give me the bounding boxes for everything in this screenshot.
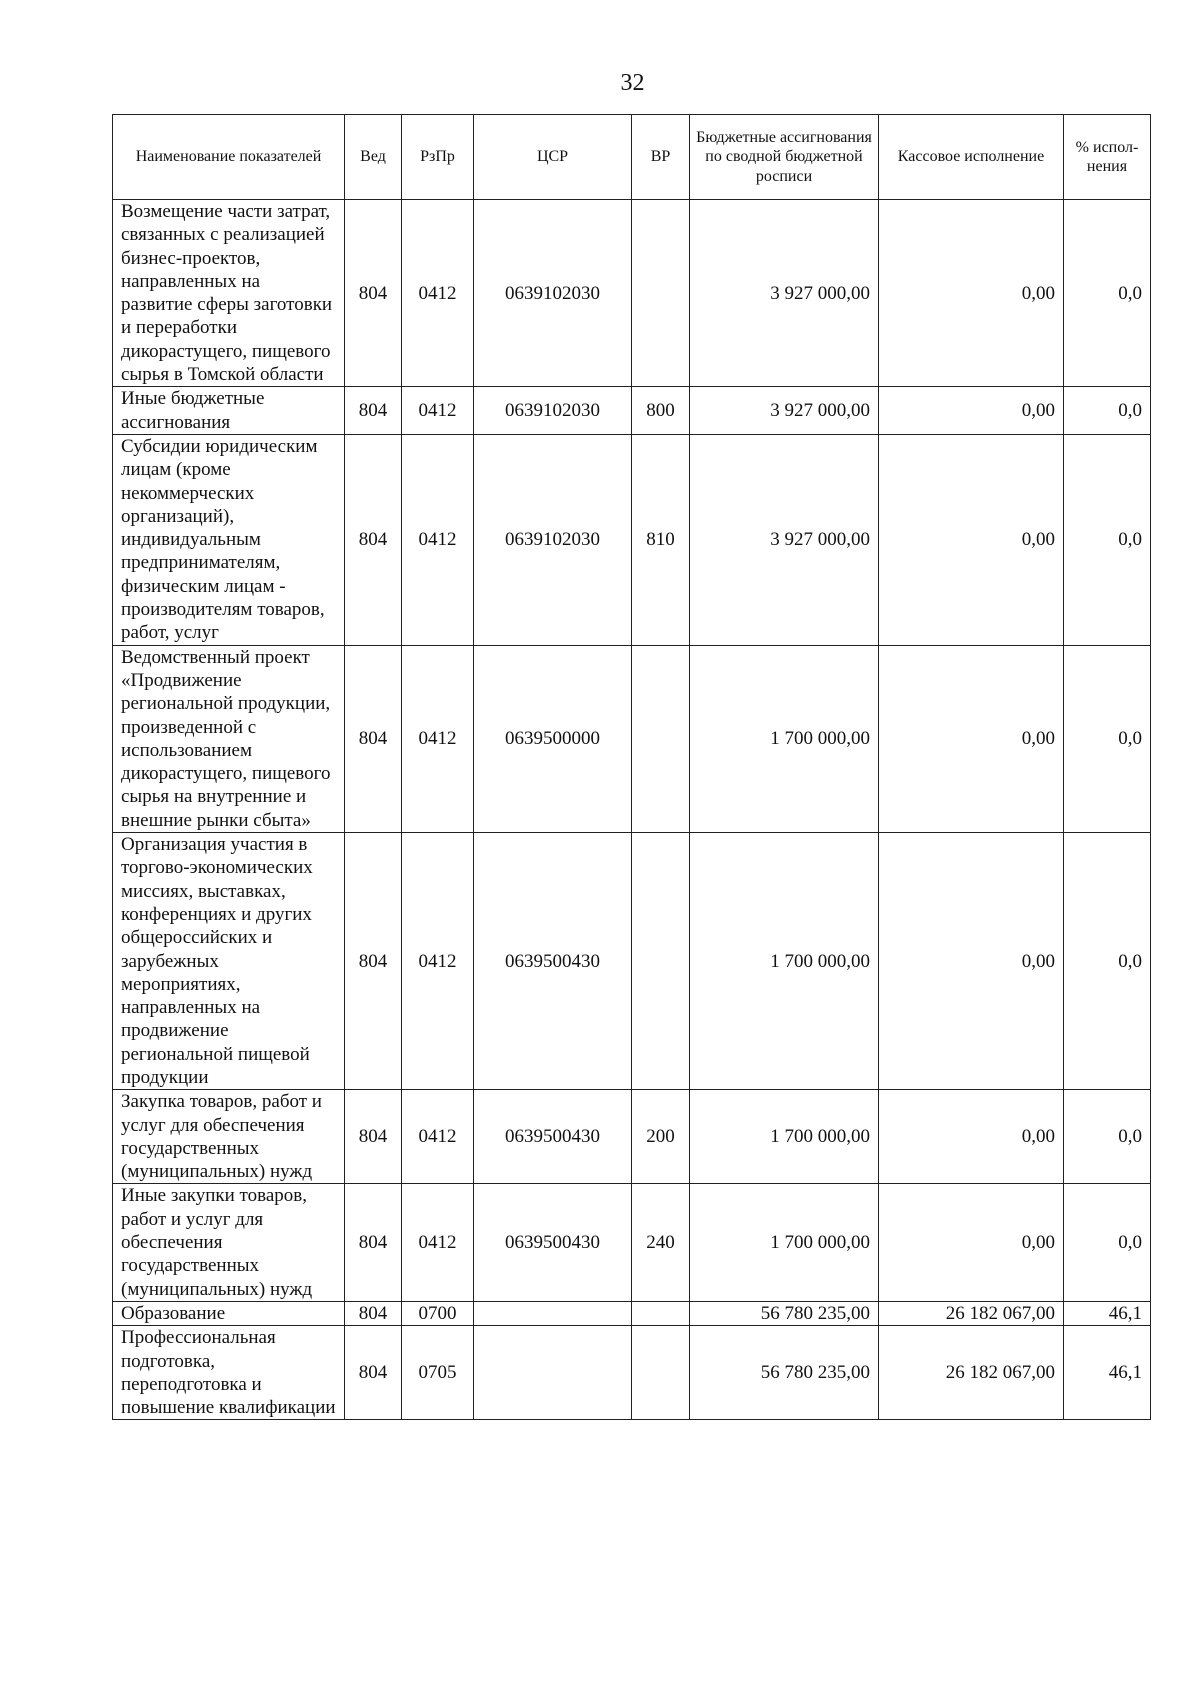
row-csr: 0639500000	[474, 645, 632, 832]
table-row	[113, 1184, 1151, 1301]
row-vr	[632, 833, 690, 1090]
table-row	[113, 200, 1151, 387]
table-header	[113, 115, 1151, 200]
row-percent: 0,0	[1064, 387, 1151, 435]
header-vr: ВР	[632, 115, 690, 200]
row-csr	[474, 1326, 632, 1420]
row-percent: 0,0	[1064, 645, 1151, 832]
header-rzpr: РзПр	[402, 115, 474, 200]
row-vr	[632, 200, 690, 387]
row-percent: 0,0	[1064, 1090, 1151, 1184]
table-row	[113, 645, 1151, 832]
row-execution: 26 182 067,00	[879, 1301, 1064, 1325]
header-assignments: Бюджетные ассигнования по сводной бюджетной росписи	[690, 115, 879, 200]
row-csr: 0639500430	[474, 833, 632, 1090]
row-ved: 804	[345, 645, 402, 832]
row-execution: 0,00	[879, 833, 1064, 1090]
budget-table	[112, 114, 1151, 1420]
row-csr: 0639102030	[474, 200, 632, 387]
row-vr	[632, 1301, 690, 1325]
row-execution: 26 182 067,00	[879, 1326, 1064, 1420]
row-ved: 804	[345, 434, 402, 645]
row-csr: 0639500430	[474, 1090, 632, 1184]
header-percent: % испол-нения	[1064, 115, 1151, 200]
row-percent: 0,0	[1064, 200, 1151, 387]
header-name: Наименование показателей	[113, 115, 345, 200]
header-row	[113, 115, 1151, 200]
row-name: Образование	[113, 1301, 345, 1325]
row-rzpr: 0412	[402, 387, 474, 435]
row-name: Ведомственный проект «Продвижение региональной продукции, произведенной с использованием дикорастущего, пищевого сырья на внутренние и внешние рынки сбыта»	[113, 645, 345, 832]
row-percent: 0,0	[1064, 1184, 1151, 1301]
header-execution: Кассовое исполнение	[879, 115, 1064, 200]
row-assignments: 56 780 235,00	[690, 1326, 879, 1420]
row-name: Возмещение части затрат, связанных с реализацией бизнес-проектов, направленных на развитие сферы заготовки и переработки дикорастущего, пищевого сырья в Томской области	[113, 200, 345, 387]
row-assignments: 3 927 000,00	[690, 387, 879, 435]
row-assignments: 3 927 000,00	[690, 200, 879, 387]
row-ved: 804	[345, 387, 402, 435]
table-body	[113, 200, 1151, 1420]
row-csr: 0639102030	[474, 387, 632, 435]
row-name: Иные бюджетные ассигнования	[113, 387, 345, 435]
row-name: Закупка товаров, работ и услуг для обеспечения государственных (муниципальных) нужд	[113, 1090, 345, 1184]
row-percent: 0,0	[1064, 833, 1151, 1090]
row-vr: 800	[632, 387, 690, 435]
row-ved: 804	[345, 200, 402, 387]
row-ved: 804	[345, 833, 402, 1090]
row-execution: 0,00	[879, 387, 1064, 435]
row-assignments: 1 700 000,00	[690, 1184, 879, 1301]
row-rzpr: 0700	[402, 1301, 474, 1325]
page-number: 32	[620, 70, 645, 96]
row-execution: 0,00	[879, 200, 1064, 387]
row-percent: 46,1	[1064, 1301, 1151, 1325]
row-ved: 804	[345, 1184, 402, 1301]
table-row	[113, 833, 1151, 1090]
row-percent: 46,1	[1064, 1326, 1151, 1420]
row-assignments: 1 700 000,00	[690, 1090, 879, 1184]
row-assignments: 3 927 000,00	[690, 434, 879, 645]
row-csr: 0639102030	[474, 434, 632, 645]
row-vr: 240	[632, 1184, 690, 1301]
row-vr: 810	[632, 434, 690, 645]
row-assignments: 1 700 000,00	[690, 645, 879, 832]
row-ved: 804	[345, 1090, 402, 1184]
row-csr: 0639500430	[474, 1184, 632, 1301]
table-row	[113, 387, 1151, 435]
header-ved: Вед	[345, 115, 402, 200]
row-name: Организация участия в торгово-экономических миссиях, выставках, конференциях и других общероссийских и зарубежных мероприятиях, направленных на продвижение региональной пищевой продукции	[113, 833, 345, 1090]
row-rzpr: 0412	[402, 645, 474, 832]
row-rzpr: 0412	[402, 1090, 474, 1184]
row-execution: 0,00	[879, 1090, 1064, 1184]
row-rzpr: 0412	[402, 434, 474, 645]
header-csr: ЦСР	[474, 115, 632, 200]
table-row	[113, 1090, 1151, 1184]
row-rzpr: 0705	[402, 1326, 474, 1420]
row-rzpr: 0412	[402, 1184, 474, 1301]
row-assignments: 56 780 235,00	[690, 1301, 879, 1325]
row-assignments: 1 700 000,00	[690, 833, 879, 1090]
row-execution: 0,00	[879, 1184, 1064, 1301]
row-percent: 0,0	[1064, 434, 1151, 645]
table-row	[113, 434, 1151, 645]
row-execution: 0,00	[879, 645, 1064, 832]
table-row	[113, 1301, 1151, 1325]
row-execution: 0,00	[879, 434, 1064, 645]
row-rzpr: 0412	[402, 200, 474, 387]
row-ved: 804	[345, 1301, 402, 1325]
row-name: Профессиональная подготовка, переподготовка и повышение квалификации	[113, 1326, 345, 1420]
row-name: Иные закупки товаров, работ и услуг для обеспечения государственных (муниципальных) нужд	[113, 1184, 345, 1301]
row-ved: 804	[345, 1326, 402, 1420]
row-rzpr: 0412	[402, 833, 474, 1090]
table-row	[113, 1326, 1151, 1420]
row-vr	[632, 645, 690, 832]
row-name: Субсидии юридическим лицам (кроме некоммерческих организаций), индивидуальным предпринимателям, физическим лицам - производителям товаров, работ, услуг	[113, 434, 345, 645]
row-csr	[474, 1301, 632, 1325]
row-vr	[632, 1326, 690, 1420]
row-vr: 200	[632, 1090, 690, 1184]
